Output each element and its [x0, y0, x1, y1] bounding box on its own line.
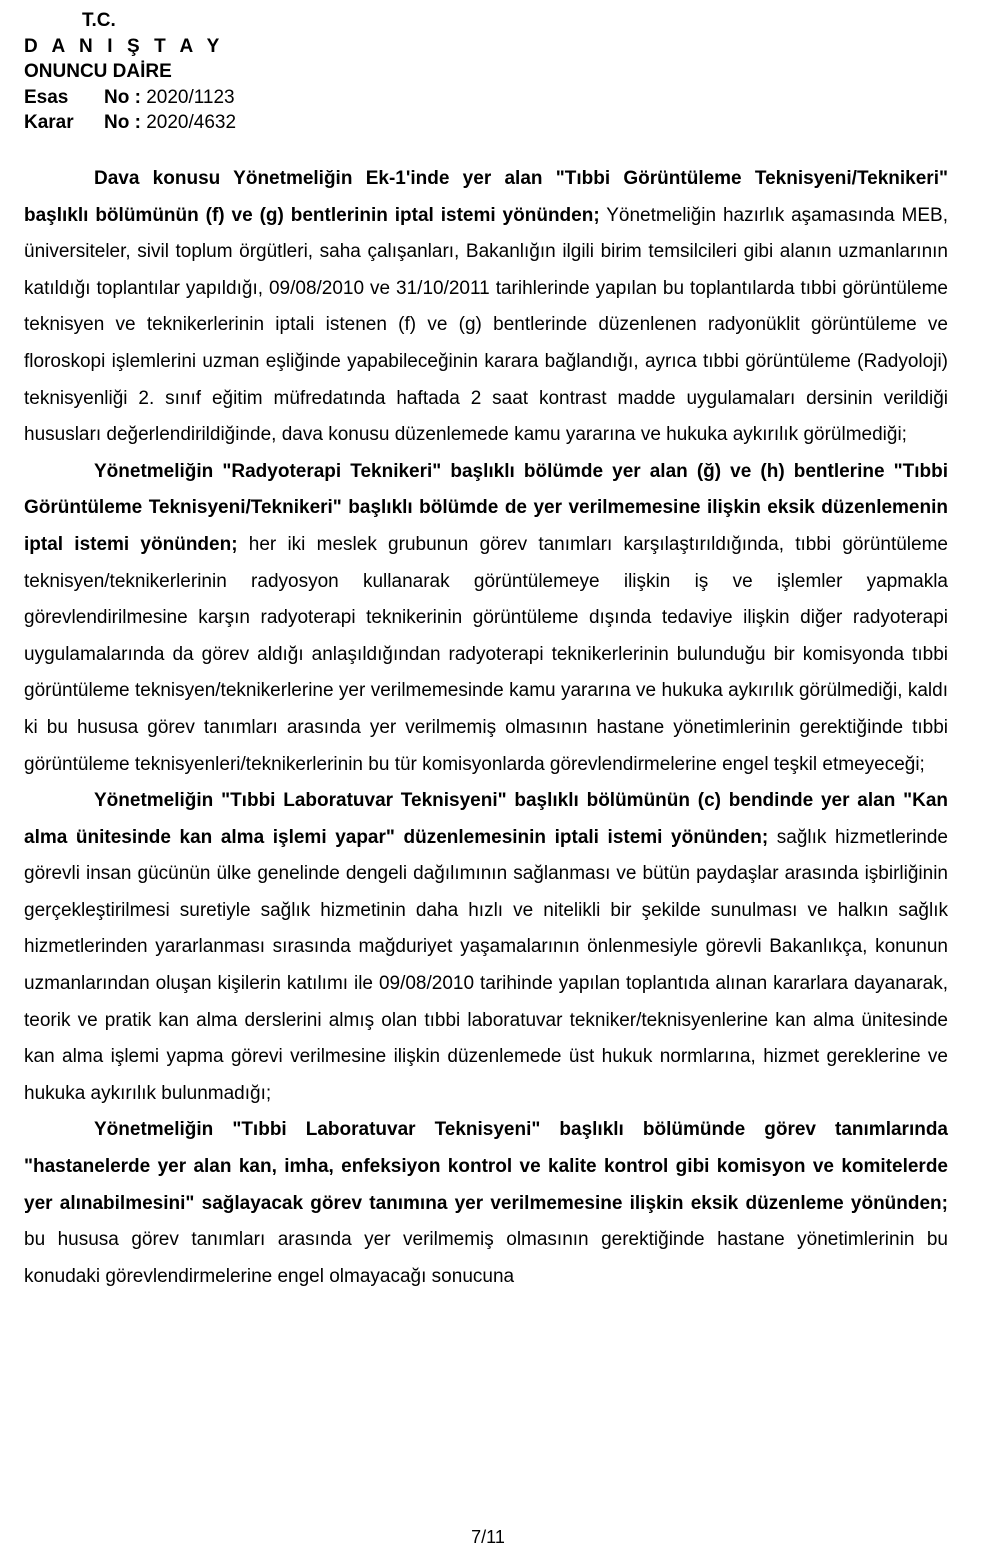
paragraph-heading: Yönetmeliğin "Tıbbi Laboratuvar Teknisyeni" başlıklı bölümünde görev tanımlarında "hastanelerde yer alan kan, imha, enfeksiyon kontrol ve kalite kontrol gibi komisyon ve komitelerde yer alınabilmesini" sağlayacak görev tanımına yer verilmemesine ilişkin eksik düzenleme yönünden;	[24, 1119, 948, 1214]
paragraph-heading: Yönetmeliğin "Radyoterapi Teknikeri" başlıklı bölümde yer alan (ğ) ve (h) bentlerine "Tıbbi Görüntüleme Teknisyeni/Teknikeri" başlıklı bölümde de yer verilmemesine ilişkin eksik düzenlemenin iptal istemi yönünden;	[24, 460, 948, 555]
esas-label: Esas	[24, 86, 69, 108]
tc-label: T.C.	[82, 10, 116, 31]
karar-label: Karar	[24, 112, 74, 133]
court-name: D A N I Ş T A Y	[24, 35, 224, 57]
document-body	[24, 161, 948, 1295]
esas-no-label: No :	[104, 86, 141, 108]
paragraph-text: her iki meslek grubunun görev tanımları karşılaştırıldığında, tıbbi görüntüleme teknisyen/teknikerlerinin radyosyon kullanarak görüntülemeye ilişkin iş ve işlemler yapmakla görevlendirilmesine karşın radyoterapi teknikerinin görüntüleme dışında tedaviye ilişkin diğer radyoterapi uygulamalarında da görev aldığı anlaşıldığından radyoterapi teknikerlerinin bulunduğu bir komisyonda tıbbi görüntüleme teknisyen/teknikerlerine yer verilmemesinde kamu yararına ve hukuka aykırılık görülmediği, kaldı ki bu hususa görev tanımları arasında yer verilmemiş olmasının hastane yönetimlerinin gerektiğinde tıbbi görüntüleme teknisyenleri/teknikerlerinin bu tür komisyonlarda görevlendirmelerine engel teşkil etmeyeceği;	[24, 533, 948, 775]
karar-row	[24, 110, 236, 136]
paragraph	[24, 1112, 948, 1295]
paragraph-heading: Yönetmeliğin "Tıbbi Laboratuvar Teknisyeni" başlıklı bölümünün (c) bendinde yer alan "Kan alma ünitesinde kan alma işlemi yapar" düzenlemesinin iptali istemi yönünden;	[24, 790, 948, 848]
page-number: 7/11	[471, 1527, 505, 1547]
document-header	[24, 8, 236, 136]
paragraph-text: Yönetmeliğin hazırlık aşamasında MEB, üniversiteler, sivil toplum örgütleri, saha çalışanları, Bakanlığın ilgili birim temsilcileri gibi alanın uzmanlarının katıldığı toplantılar yapıldığı, 09/08/2010 ve 31/10/2011 tarihlerinde yapılan bu toplantılarda tıbbi görüntüleme teknisyen ve teknikerlerinin iptali istenen (f) ve (g) bentlerinde düzenlenen radyonüklit görüntüleme ve floroskopi işlemlerini uzman eşliğinde yapabileceğinin karara bağlandığı, ayrıca tıbbi görüntüleme (Radyoloji) teknisyenliği 2. sınıf eğitim müfredatında haftada 2 saat kontrast madde uygulamaları dersinin verildiği hususları değerlendirildiğinde, dava konusu düzenlemede kamu yararına ve hukuka aykırılık görülmediği;	[24, 204, 948, 446]
paragraph-text: sağlık hizmetlerinde görevli insan gücünün ülke genelinde dengeli dağılımının sağlanması ve bütün paydaşlar arasında işbirliğinin gerçekleştirilmesi suretiyle sağlık hizmetinin daha hızlı ve nitelikli bir şekilde sunulması ve halkın sağlık hizmetlerinden yararlanması sırasında mağduriyet yaşamalarının önlenmesiyle görevli Bakanlıkça, konunun uzmanlarından oluşan kişilerin katılımı ile 09/08/2010 tarihinde yapılan toplantıda alınan kararlara dayanarak, teorik ve pratik kan alma derslerini almış olan tıbbi laboratuvar tekniker/teknisyenlerine kan alma ünitesinde kan alma işlemi yapma görevi verilmesine ilişkin düzenlemede üst hukuk normlarına, hizmet gereklerine ve hukuka aykırılık bulunmadığı;	[24, 826, 948, 1104]
esas-row	[24, 85, 236, 111]
chamber-name: ONUNCU DAİRE	[24, 61, 172, 82]
karar-no-label: No :	[104, 112, 141, 133]
paragraph-text: bu hususa görev tanımları arasında yer verilmemiş olmasının gerektiğinde hastane yönetimlerinin bu konudaki görevlendirmelerine engel olmayacağı sonucuna	[24, 1229, 948, 1287]
paragraph-heading: Dava konusu Yönetmeliğin Ek-1'inde yer alan "Tıbbi Görüntüleme Teknisyeni/Teknikeri" başlıklı bölümünün (f) ve (g) bentlerinin iptal istemi yönünden;	[24, 168, 948, 226]
paragraph	[24, 783, 948, 1112]
paragraph	[24, 161, 948, 454]
karar-number: 2020/4632	[146, 112, 237, 133]
esas-number: 2020/1123	[146, 86, 235, 108]
paragraph	[24, 454, 948, 783]
